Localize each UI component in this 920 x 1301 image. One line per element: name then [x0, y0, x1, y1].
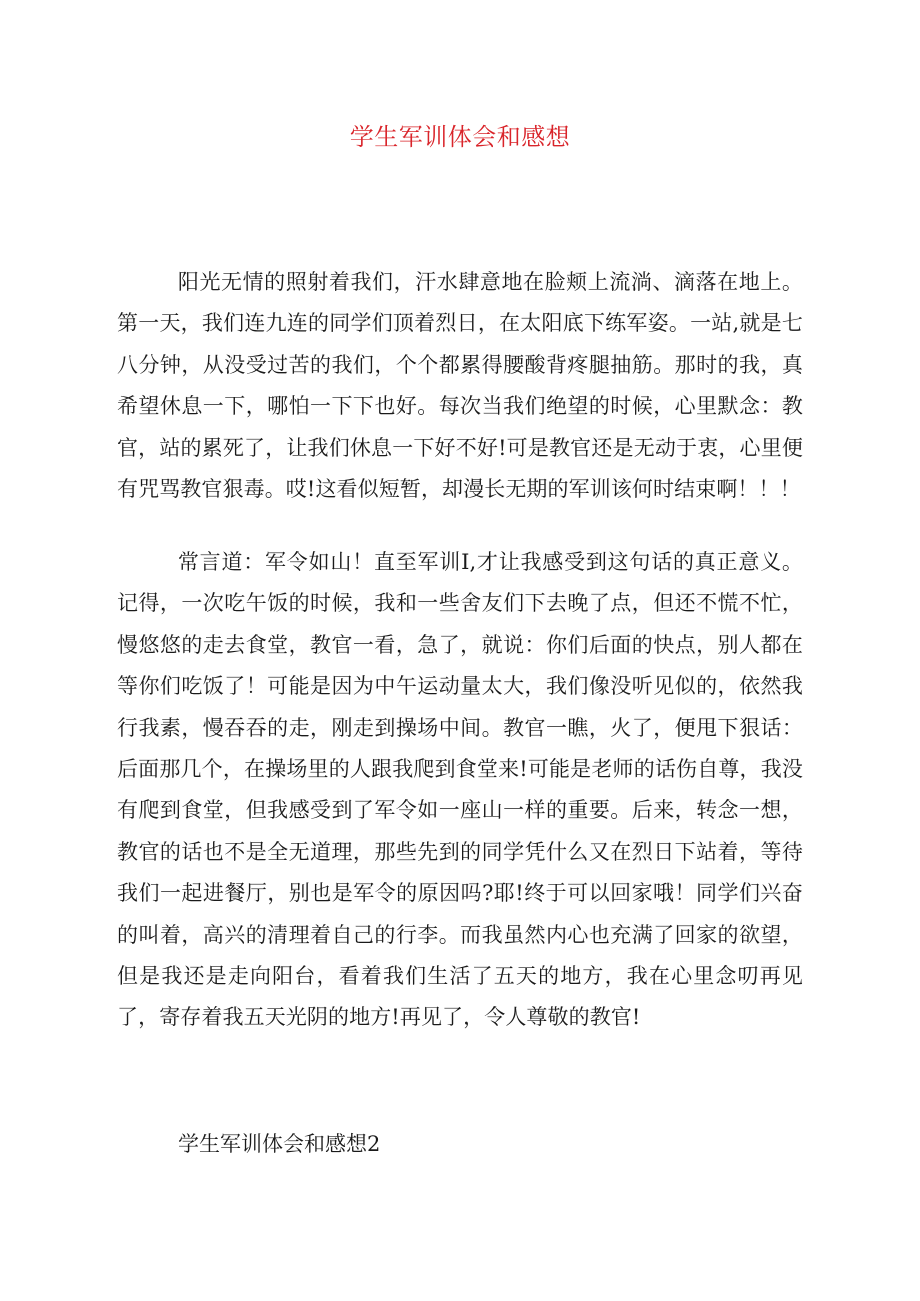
paragraph-2: 常言道：军令如山！直至军训I,才让我感受到这句话的真正意义。记得，一次吃午饭的时候，我和一些舍友们下去晚了点，但还不慌不忙，慢悠悠的走去食堂，教官一看，急了，就说：你们后面的快点，别人都在等你们吃饭了！可能是因为中午运动量太大，我们像没听见似的，依然我行我素，慢吞吞的走，刚走到操场中间。教官一瞧，火了，便甩下狠话：后面那几个，在操场里的人跟我爬到食堂来!可能是老师的话伤自尊，我没有爬到食堂，但我感受到了军令如一座山一样的重要。后来，转念一想，教官的话也不是全无道理，那些先到的同学凭什么又在烈日下站着，等待我们一起进餐厅，别也是军令的原因吗?耶!终于可以回家哦！同学们兴奋的叫着，高兴的清理着自己的行李。而我虽然内心也充满了回家的欲望，但是我还是走向阳台，看着我们生活了五天的地方，我在心里念叨再见了，寄存着我五天光阴的地方!再见了，令人尊敬的教官!: [117, 550, 803, 1030]
document-title: 学生军训体会和感想: [349, 123, 571, 151]
section-subheading: 学生军训体会和感想2: [178, 1132, 381, 1156]
paragraph-1: 阳光无情的照射着我们，汗水肆意地在脸颊上流淌、滴落在地上。第一天，我们连九连的同学们顶着烈日，在太阳底下练军姿。一站,就是七八分钟，从没受过苦的我们，个个都累得腰酸背疼腿抽筋。那时的我，真希望休息一下，哪怕一下下也好。每次当我们绝望的时候，心里默念：教官，站的累死了，让我们休息一下好不好!可是教官还是无动于衷，心里便有咒骂教官狠毒。哎!这看似短暂，却漫长无期的军训该何时结束啊！！！: [117, 270, 803, 502]
